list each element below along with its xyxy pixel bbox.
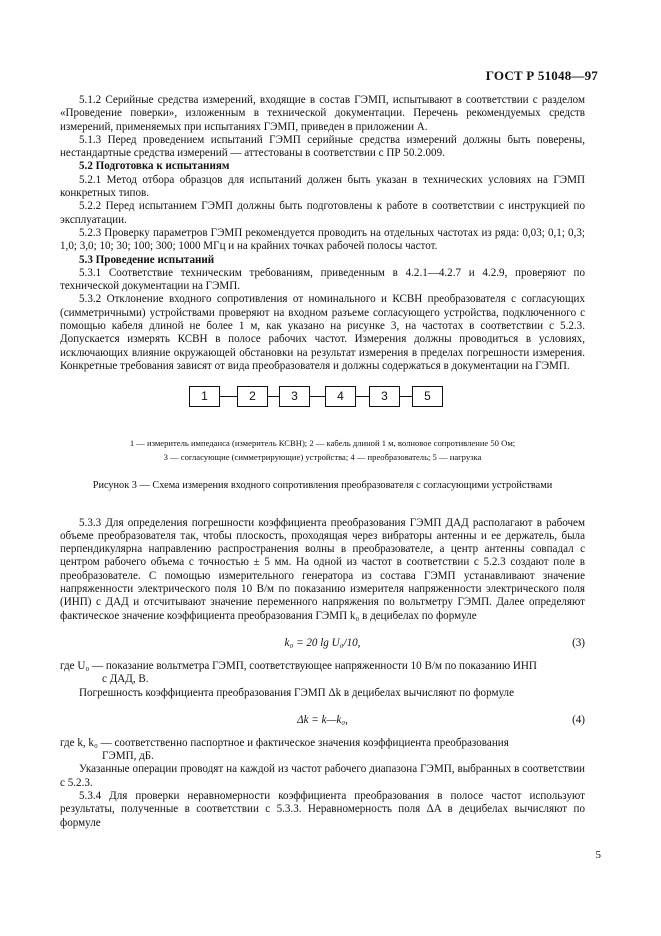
diagram-block-4: 4 bbox=[325, 386, 356, 407]
paragraph-5-2-1: 5.2.1 Метод отбора образцов для испытаний должен быть указан в технических условиях на ГЭМП конкретных типов. bbox=[60, 173, 585, 200]
paragraph-5-2-2: 5.2.2 Перед испытанием ГЭМП должны быть подготовлены к работе в соответствии с инструкцией по эксплуатации. bbox=[60, 200, 585, 226]
section-heading-5-2: 5.2 Подготовка к испытаниям bbox=[79, 160, 230, 173]
diagram-block-1: 1 bbox=[189, 386, 220, 407]
paragraph-5-3-1: 5.3.1 Соответствие техническим требованиям, приведенным в 4.2.1—4.2.7 и 4.2.9, проверяют по технической документации на ГЭМП. bbox=[60, 266, 585, 293]
formula-3-number: (3) bbox=[572, 636, 585, 649]
figure-3-diagram bbox=[60, 378, 585, 434]
paragraph-delta-k: Погрешность коэффициента преобразования ГЭМП Δk в децибелах вычисляют по формуле bbox=[79, 686, 514, 699]
diagram-block-2: 2 bbox=[237, 386, 268, 407]
document-header: ГОСТ Р 51048—97 bbox=[485, 68, 598, 83]
section-heading-5-3: 5.3 Проведение испытаний bbox=[79, 253, 215, 266]
diagram-connector bbox=[400, 396, 412, 397]
formula-4-where-lead: где k, k₀ — соответственно паспортное и фактическое значения коэффициента преобразования bbox=[60, 736, 509, 749]
formula-3-where-lead: где U₀ — показание вольтметра ГЭМП, соответствующее напряженности 10 В/м по показанию ИНП bbox=[60, 659, 537, 672]
page-number: 5 bbox=[595, 849, 601, 861]
diagram-connector bbox=[268, 396, 279, 397]
paragraph-5-3-2: 5.3.2 Отклонение входного сопротивления от номинального и КСВН преобразователя с согласующих (симметричными) устройствами проверяют на входном разъеме согласующего устройства, подключенного с помощью кабеля длиной не более 1 м, как указано на рисунке 3, на частотах в соответствии с 5.2.3. Допускается измерять КСВН в полосе рабочих частот. Измерения должны проводиться в условиях, исключающих влияние окружающей обстановки на результат измерения в пределах погрешности измерения. Конкретные требования зависят от вида преобразователя и должны содержаться в документации на ГЭМП. bbox=[60, 293, 585, 372]
formula-4 bbox=[60, 714, 585, 727]
diagram-block-3b: 3 bbox=[369, 386, 400, 407]
formula-4-number: (4) bbox=[572, 713, 585, 726]
paragraph-5-1-2: 5.1.2 Серийные средства измерений, входящие в состав ГЭМП, испытывают в соответствии с разделом «Проведение поверки», изложенным в технической документации. Перечень рекомендуемых средств измерений, применяемых при испытаниях ГЭМП, приведен в приложении А. bbox=[60, 94, 585, 133]
diagram-connector bbox=[356, 396, 369, 397]
diagram-connector bbox=[310, 396, 325, 397]
diagram-block-5: 5 bbox=[412, 386, 443, 407]
legend-line-1: 1 — измеритель импеданса (измеритель КСВН); 2 — кабель длиной 1 м, волновое сопротивление 50 Ом; bbox=[129, 438, 516, 449]
diagram-connector bbox=[220, 396, 237, 397]
figure-caption: Рисунок 3 — Схема измерения входного сопротивления преобразователя с согласующими устройствами bbox=[92, 480, 553, 492]
figure-legend bbox=[60, 436, 585, 464]
page-body bbox=[60, 94, 585, 830]
formula-4-where-cont: ГЭМП, дБ. bbox=[102, 750, 154, 763]
paragraph-5-2-3: 5.2.3 Проверку параметров ГЭМП рекомендуется проводить на отдельных частотах из ряда: 0,03; 0,1; 0,3; 1,0; 3,0; 10; 30; 100; 300; 1000 МГц и на крайних точках рабочей полосы частот. bbox=[60, 226, 585, 253]
formula-4-expression: Δk = k—k₀, bbox=[297, 713, 348, 726]
formula-3 bbox=[60, 637, 585, 650]
formula-3-expression: k₀ = 20 lg U₀/10, bbox=[284, 636, 361, 649]
paragraph-5-1-3: 5.1.3 Перед проведением испытаний ГЭМП серийные средства измерений должны быть поверены, нестандартные средства измерений — аттестованы в соответствии с ПР 50.2.009. bbox=[60, 133, 585, 160]
paragraph-operations: Указанные операции проводят на каждой из частот рабочего диапазона ГЭМП, выбранных в соответствии с 5.2.3. bbox=[60, 763, 585, 789]
formula-3-where-cont: с ДАД, В. bbox=[102, 673, 149, 686]
diagram-block-3: 3 bbox=[279, 386, 310, 407]
legend-line-2: 3 — согласующие (симметрирующие) устройства; 4 — преобразователь; 5 — нагрузка bbox=[163, 452, 482, 463]
paragraph-5-3-3: 5.3.3 Для определения погрешности коэффициента преобразования ГЭМП ДАД располагают в рабочем объеме преобразователя так, чтобы плоскость, проходящая через вибраторы антенны и ее держатель, была перпендикулярна направлению распространения волны в преобразователе, а центр антенны совпадал с центром рабочего объема с точностью ± 5 мм. На одной из частот в соответствии с 5.2.3 создают поле в преобразователе. С помощью измерительного генератора из состава ГЭМП устанавливают значение напряженности электрического поля 10 В/м по показанию измерителя напряженности электрического поля (ИНП) с ДАД и отсчитывают значение переменного напряжения по вольтметру ГЭМП. Далее определяют фактическое значение коэффициента преобразования ГЭМП k₀ в децибелах по формуле bbox=[60, 516, 585, 622]
paragraph-5-3-4: 5.3.4 Для проверки неравномерности коэффициента преобразования в полосе частот используют результаты, полученные в соответствии с 5.3.3. Неравномерность поля ΔA в децибелах вычисляют по формуле bbox=[60, 789, 585, 829]
